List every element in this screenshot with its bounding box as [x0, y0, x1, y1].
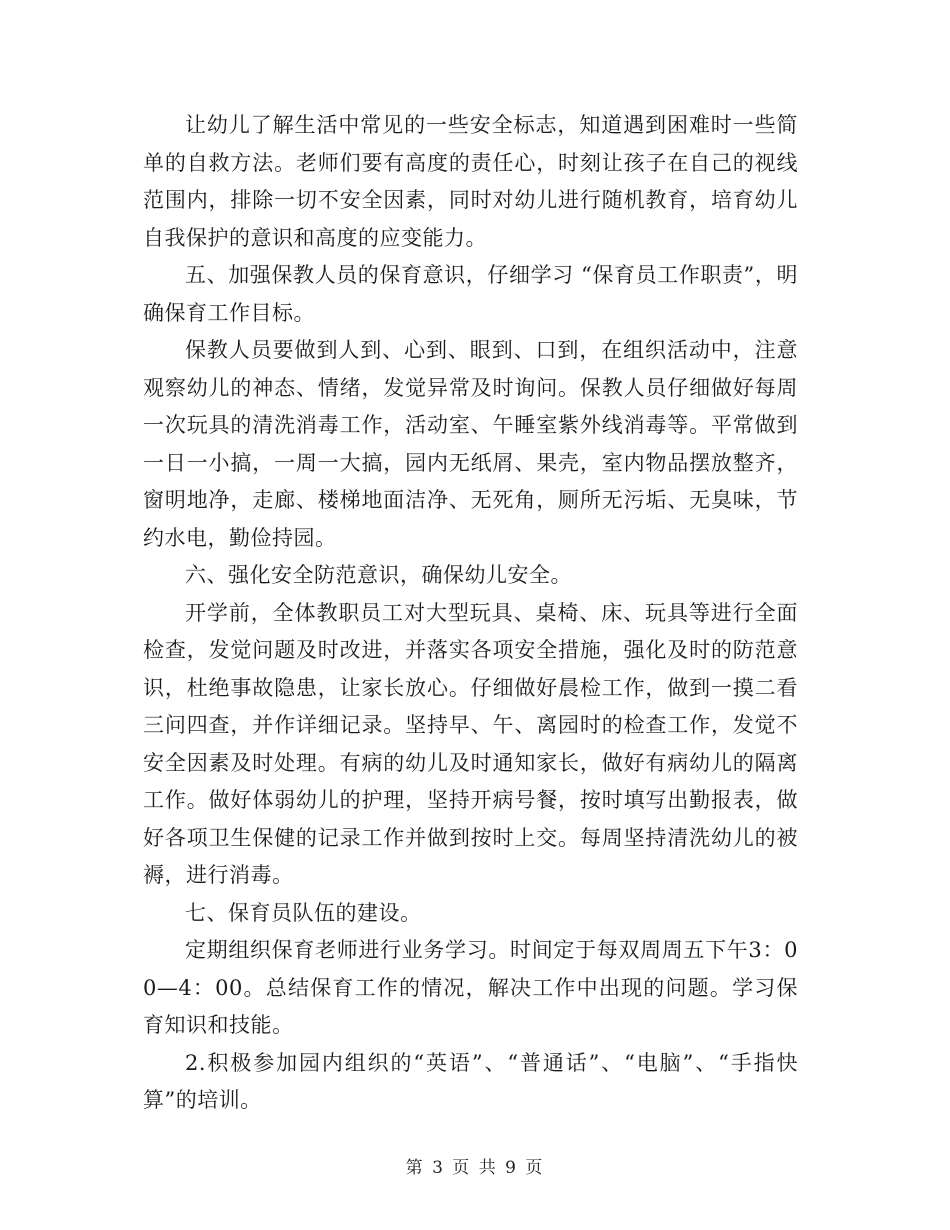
document-body	[143, 107, 798, 1120]
paragraph-staff-duties: 保教人员要做到人到、心到、眼到、口到，在组织活动中，注意观察幼儿的神态、情绪，发觉异常及时询问。保教人员仔细做好每周一次玩具的清洗消毒工作，活动室、午睡室紫外线消毒等。平常做到一日一小搞，一周一大搞，园内无纸屑、果壳，室内物品摆放整齐，窗明地净，走廊、楼梯地面洁净、无死角，厕所无污垢、无臭味，节约水电，勤俭持园。	[143, 338, 798, 550]
page-number-footer: 第 3 页 共 9 页	[405, 1158, 545, 1178]
heading-section-six: 六、强化安全防范意识，确保幼儿安全。	[185, 563, 572, 587]
paragraph-training-schedule: 定期组织保育老师进行业务学习。时间定于每双周周五下午3：00—4：00。总结保育工作的情况，解决工作中出现的问题。学习保育知识和技能。	[143, 938, 798, 1037]
heading-section-five: 五、加强保教人员的保育意识，仔细学习 “保育员工作职责”，明确保育工作目标。	[143, 263, 798, 325]
heading-section-seven: 七、保育员队伍的建设。	[185, 900, 422, 925]
paragraph-safety-signs: 让幼儿了解生活中常见的一些安全标志，知道遇到困难时一些简单的自救方法。老师们要有高度的责任心，时刻让孩子在自己的视线范围内，排除一切不安全因素，同时对幼儿进行随机教育，培育幼儿自我保护的意识和高度的应变能力。	[143, 113, 798, 250]
paragraph-safety-measures: 开学前，全体教职员工对大型玩具、桌椅、床、玩具等进行全面检查，发觉问题及时改进，并落实各项安全措施，强化及时的防范意识，杜绝事故隐患，让家长放心。仔细做好晨检工作，做到一摸二看三问四查，并作详细记录。坚持早、午、离园时的检查工作，发觉不安全因素及时处理。有病的幼儿及时通知家长，做好有病幼儿的隔离工作。做好体弱幼儿的护理，坚持开病号餐，按时填写出勤报表，做好各项卫生保健的记录工作并做到按时上交。每周坚持清洗幼儿的被褥，进行消毒。	[143, 600, 798, 887]
paragraph-training-item-2: 2.积极参加园内组织的“英语”、“普通话”、“电脑”、“手指快算”的培训。	[143, 1050, 798, 1112]
